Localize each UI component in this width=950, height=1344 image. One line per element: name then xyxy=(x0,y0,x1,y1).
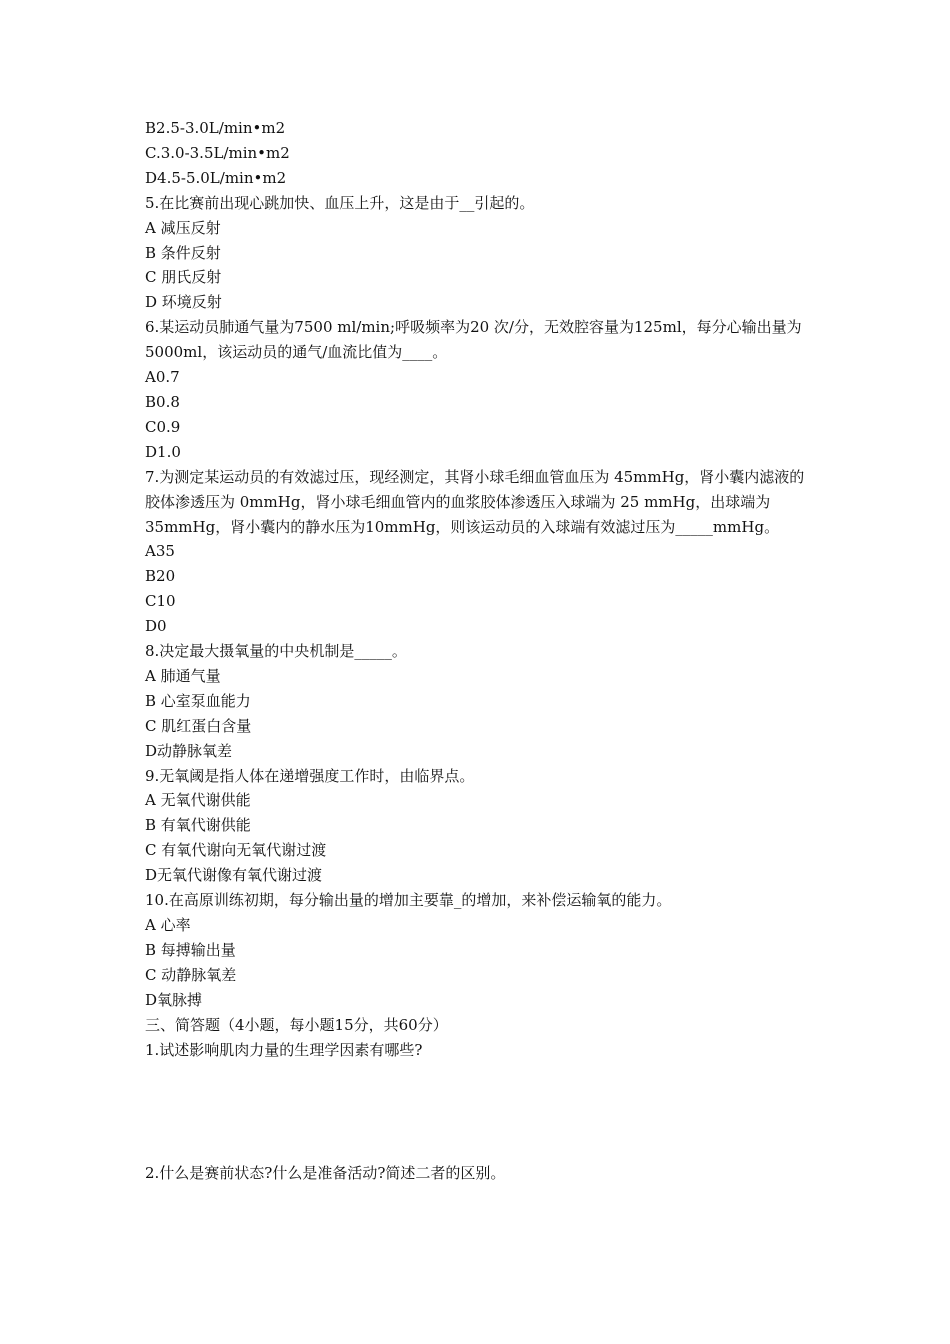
option-line: C0.9 xyxy=(145,417,181,436)
answer-space xyxy=(145,1062,815,1161)
option-line: B 心室泵血能力 xyxy=(145,691,251,710)
question-7: 7.为测定某运动员的有效滤过压，现经测定，其肾小球毛细血管血压为 45mmHg，肾小囊内滤液的胶体渗透压为 0mmHg，肾小球毛细血管内的血浆胶体渗透压入球端为 25 mmHg，出球端为 35mmHg，肾小囊内的静水压为10mmHg，则该运动员的入球端有效滤过压为_____mmHg。 xyxy=(145,467,805,536)
option-line: B2.5-3.0L/min•m2 xyxy=(145,119,286,137)
option-line: A 心率 xyxy=(145,916,191,934)
option-line: C10 xyxy=(145,592,176,611)
option-line: B20 xyxy=(145,567,176,586)
option-line: B 有氧代谢供能 xyxy=(145,816,251,835)
question-6: 6.某运动员肺通气量为7500 ml/min;呼吸频率为20 次/分，无效腔容量为125ml，每分心输出量为 5000ml，该运动员的通气/血流比值为____。 xyxy=(145,318,802,362)
option-line: C 肌红蛋白含量 xyxy=(145,716,252,735)
option-line: D 环境反射 xyxy=(145,293,222,312)
option-line: D动静脉氧差 xyxy=(145,741,233,760)
option-line: D0 xyxy=(145,617,167,636)
option-line: A0.7 xyxy=(145,368,180,387)
question-5: 5.在比赛前出现心跳加快、血压上升，这是由于__引起的。 xyxy=(145,193,535,212)
option-line: D4.5-5.0L/min•m2 xyxy=(145,168,287,187)
option-line: C 有氧代谢向无氧代谢过渡 xyxy=(145,841,327,860)
option-line: B 条件反射 xyxy=(145,243,221,262)
option-line: D1.0 xyxy=(145,442,181,461)
option-line: A35 xyxy=(145,542,175,561)
short-answer-2: 2.什么是赛前状态?什么是准备活动?简述二者的区别。 xyxy=(145,1164,506,1183)
question-8: 8.决定最大摄氧量的中央机制是_____。 xyxy=(145,642,407,661)
exam-page xyxy=(145,116,815,1186)
option-line: C.3.0-3.5L/min•m2 xyxy=(145,143,290,162)
question-9: 9.无氧阈是指人体在递增强度工作时，由临界点。 xyxy=(145,766,475,785)
option-line: D氧脉搏 xyxy=(145,990,203,1009)
short-answer-1: 1.试述影响肌肉力量的生理学因素有哪些? xyxy=(145,1040,423,1059)
option-line: C 朋氏反射 xyxy=(145,268,222,287)
option-line: A 减压反射 xyxy=(145,218,221,237)
option-line: C 动静脉氧差 xyxy=(145,965,237,984)
section-heading: 三、简答题（4小题，每小题15分，共60分） xyxy=(145,1015,448,1034)
option-line: A 无氧代谢供能 xyxy=(145,791,251,810)
option-line: B0.8 xyxy=(145,392,180,411)
option-line: A 肺通气量 xyxy=(145,666,221,685)
option-line: B 每搏输出量 xyxy=(145,940,236,959)
option-line: D无氧代谢像有氧代谢过渡 xyxy=(145,866,323,885)
question-10: 10.在高原训练初期，每分输出量的增加主要靠_的增加，来补偿运输氧的能力。 xyxy=(145,891,672,910)
